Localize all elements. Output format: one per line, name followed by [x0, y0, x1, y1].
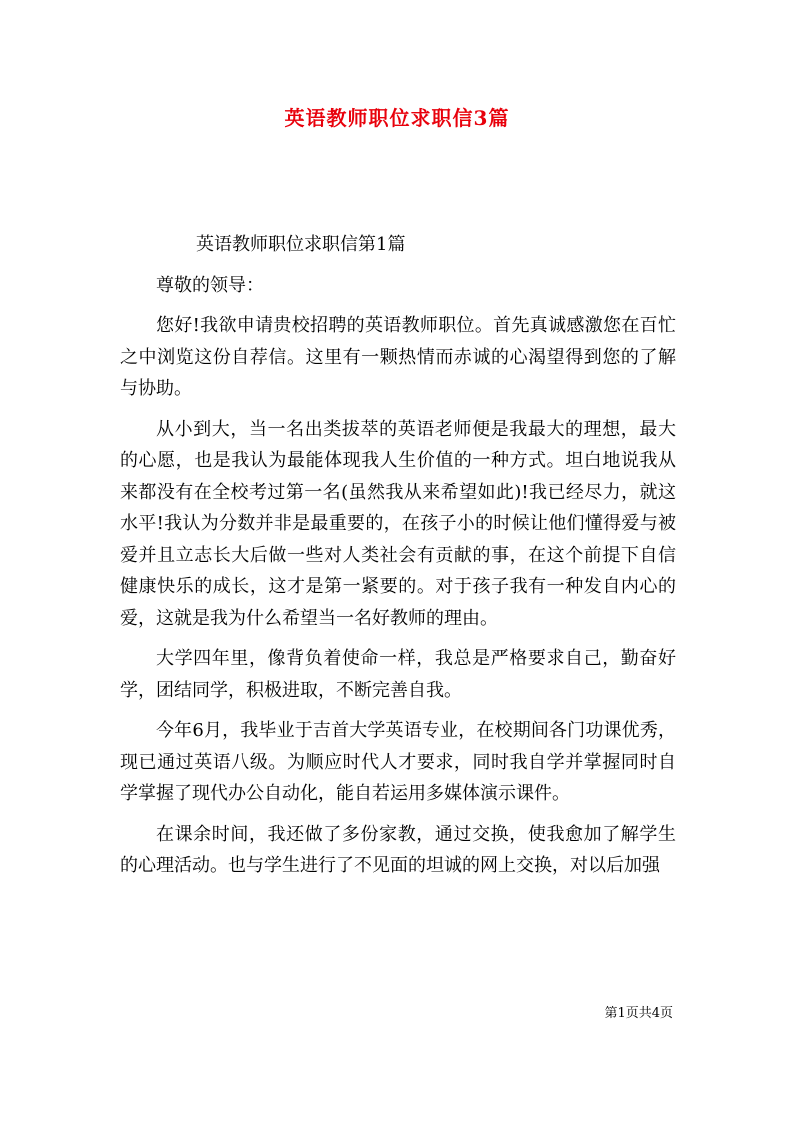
page-number: 第1页共4页 — [604, 1006, 673, 1021]
document-title: 英语教师职位求职信3篇 — [284, 106, 510, 130]
paragraph: 今年6月，我毕业于吉首大学英语专业，在校期间各门功课优秀，现已通过英语八级。为顺应时代人才要求，同时我自学并掌握同时自学掌握了现代办公自动化，能自若运用多媒体演示课件。 — [120, 720, 676, 804]
salutation: 尊敬的领导： — [156, 274, 264, 296]
section-heading: 英语教师职位求职信第1篇 — [196, 234, 406, 255]
document-body — [120, 229, 676, 882]
paragraph: 大学四年里，像背负着使命一样，我总是严格要求自己，勤奋好学，团结同学，积极进取，不断完善自我。 — [120, 648, 676, 701]
paragraph: 您好!我欲申请贵校招聘的英语教师职位。首先真诚感激您在百忙之中浏览这份自荐信。这里有一颗热情而赤诚的心渴望得到您的了解与协助。 — [120, 315, 676, 399]
paragraph: 在课余时间，我还做了多份家教，通过交换，使我愈加了解学生的心理活动。也与学生进行了不见面的坦诚的网上交换，对以后加强 — [120, 823, 676, 876]
paragraph: 从小到大，当一名出类拔萃的英语老师便是我最大的理想，最大的心愿，也是我认为最能体现我人生价值的一种方式。坦白地说我从来都没有在全校考过第一名(虽然我从来希望如此)!我已经尽力，就这水平!我认为分数并非是最重要的，在孩子小的时候让他们懂得爱与被爱并且立志长大后做一些对人类社会有贡献的事，在这个前提下自信健康快乐的成长，这才是第一紧要的。对于孩子我有一种发自内心的爱，这就是我为什么希望当一名好教师的理由。 — [120, 418, 676, 629]
